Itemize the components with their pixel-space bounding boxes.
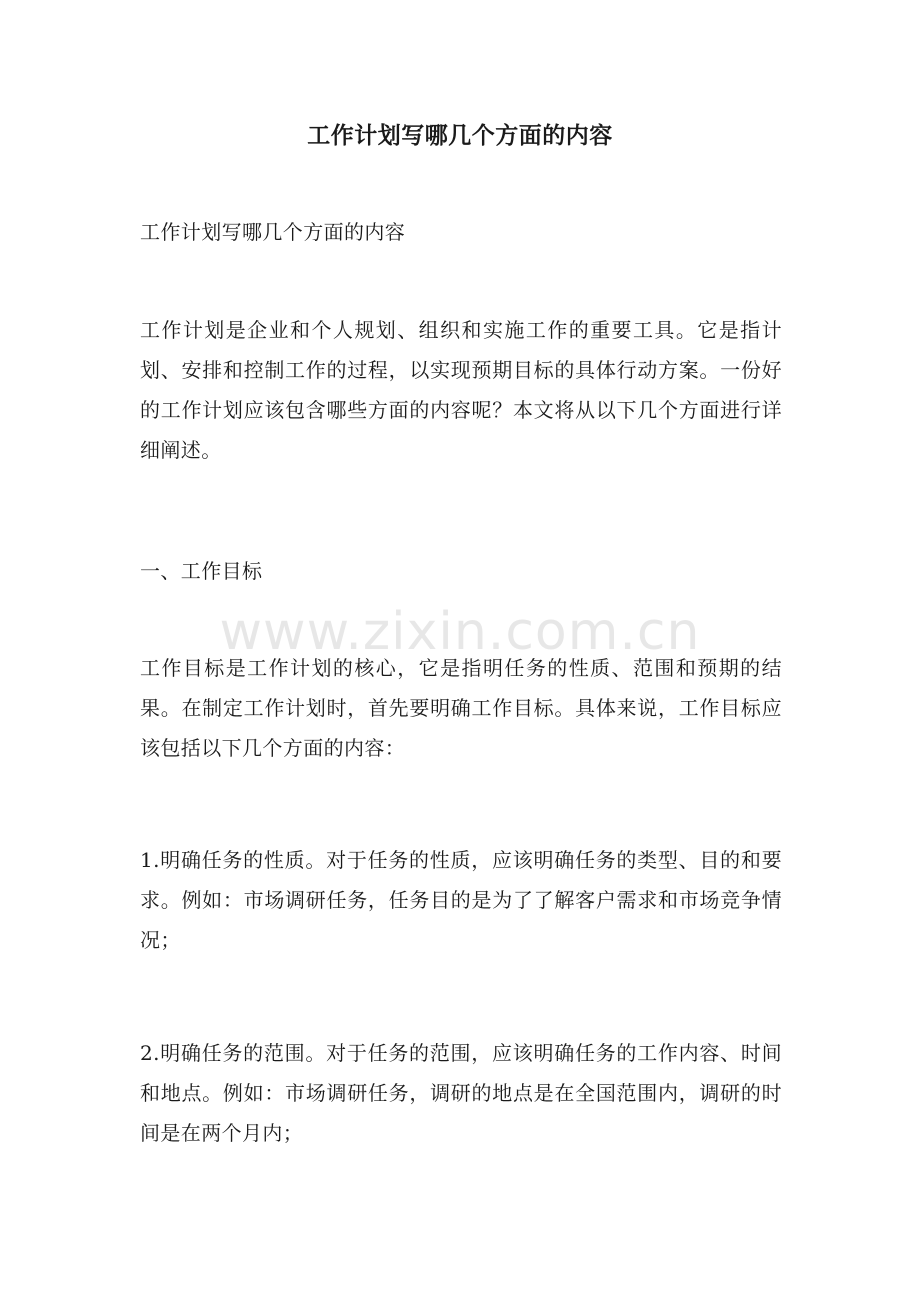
section-heading: 一、工作目标 [140, 559, 263, 583]
list-item-1: 1.明确任务的性质。对于任务的性质，应该明确任务的类型、目的和要求。例如：市场调研任务，任务目的是为了了解客户需求和市场竞争情况； [140, 848, 782, 952]
list-item-2: 2.明确任务的范围。对于任务的范围，应该明确任务的工作内容、时间和地点。例如：市场调研任务，调研的地点是在全国范围内，调研的时间是在两个月内； [140, 1041, 782, 1145]
subtitle-paragraph: 工作计划写哪几个方面的内容 [140, 220, 406, 244]
document-title: 工作计划写哪几个方面的内容 [307, 122, 613, 149]
watermark: www.zixin.com.cn [219, 602, 701, 662]
goal-paragraph: 工作目标是工作计划的核心，它是指明任务的性质、范围和预期的结果。在制定工作计划时，首先要明确工作目标。具体来说，工作目标应该包括以下几个方面的内容： [140, 656, 782, 760]
intro-paragraph: 工作计划是企业和个人规划、组织和实施工作的重要工具。它是指计划、安排和控制工作的过程，以实现预期目标的具体行动方案。一份好的工作计划应该包含哪些方面的内容呢？本文将从以下几个方面进行详细阐述。 [140, 318, 782, 462]
